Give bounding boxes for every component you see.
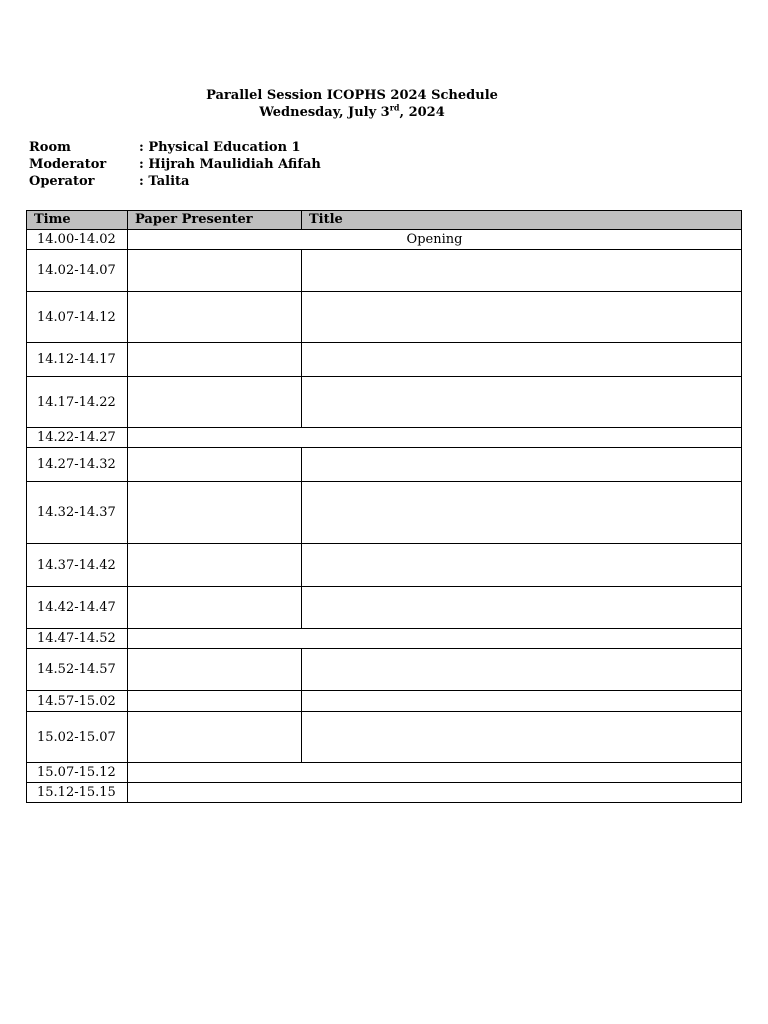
time-cell: 14.32-14.37 bbox=[27, 482, 128, 544]
table-row bbox=[27, 712, 742, 763]
info-value: : Physical Education 1 bbox=[139, 140, 301, 155]
presenter-cell bbox=[128, 544, 302, 587]
presenter-cell bbox=[128, 691, 302, 712]
merged-cell bbox=[128, 763, 742, 783]
time-cell: 14.52-14.57 bbox=[27, 649, 128, 691]
info-label: Operator bbox=[29, 174, 95, 189]
title-cell bbox=[302, 343, 742, 377]
title-cell bbox=[302, 482, 742, 544]
time-cell: 14.47-14.52 bbox=[27, 629, 128, 649]
title-cell bbox=[302, 250, 742, 292]
table-row bbox=[27, 448, 742, 482]
presenter-cell bbox=[128, 649, 302, 691]
table-row bbox=[27, 629, 742, 649]
table-row bbox=[27, 691, 742, 712]
date-suffix: rd bbox=[389, 102, 400, 113]
title-cell bbox=[302, 587, 742, 629]
table-row bbox=[27, 343, 742, 377]
title-cell bbox=[302, 544, 742, 587]
info-room bbox=[29, 139, 321, 156]
date-year: , 2024 bbox=[399, 105, 445, 120]
presenter-cell bbox=[128, 250, 302, 292]
merged-cell bbox=[128, 629, 742, 649]
time-cell: 15.02-15.07 bbox=[27, 712, 128, 763]
table-row bbox=[27, 428, 742, 448]
title-cell bbox=[302, 712, 742, 763]
time-cell: 14.12-14.17 bbox=[27, 343, 128, 377]
presenter-cell bbox=[128, 482, 302, 544]
table-row bbox=[27, 377, 742, 428]
info-label: Room bbox=[29, 140, 71, 155]
info-operator bbox=[29, 173, 321, 190]
table-row bbox=[27, 649, 742, 691]
schedule-title: Parallel Session ICOPHS 2024 Schedule bbox=[206, 88, 498, 103]
presenter-cell bbox=[128, 712, 302, 763]
table-row bbox=[27, 587, 742, 629]
table-row bbox=[27, 482, 742, 544]
presenter-cell bbox=[128, 587, 302, 629]
title-cell bbox=[302, 691, 742, 712]
column-header-title: Title bbox=[302, 211, 742, 230]
time-cell: 14.07-14.12 bbox=[27, 292, 128, 343]
time-cell: 14.27-14.32 bbox=[27, 448, 128, 482]
title-cell bbox=[302, 292, 742, 343]
date-prefix: Wednesday, July 3 bbox=[259, 105, 390, 120]
column-header-time: Time bbox=[27, 211, 128, 230]
time-cell: 15.12-15.15 bbox=[27, 783, 128, 803]
table-row bbox=[27, 230, 742, 250]
merged-cell bbox=[128, 428, 742, 448]
time-cell: 14.42-14.47 bbox=[27, 587, 128, 629]
table-row bbox=[27, 250, 742, 292]
time-cell: 14.57-15.02 bbox=[27, 691, 128, 712]
session-info bbox=[29, 139, 321, 190]
document-header bbox=[0, 87, 704, 121]
column-header-presenter: Paper Presenter bbox=[128, 211, 302, 230]
presenter-cell bbox=[128, 448, 302, 482]
time-cell: 14.22-14.27 bbox=[27, 428, 128, 448]
info-value: : Hijrah Maulidiah Afifah bbox=[139, 157, 321, 172]
title-cell bbox=[302, 448, 742, 482]
schedule-table bbox=[26, 210, 742, 803]
time-cell: 14.02-14.07 bbox=[27, 250, 128, 292]
table-row bbox=[27, 763, 742, 783]
table-row bbox=[27, 292, 742, 343]
time-cell: 14.00-14.02 bbox=[27, 230, 128, 250]
info-label: Moderator bbox=[29, 157, 107, 172]
time-cell: 14.37-14.42 bbox=[27, 544, 128, 587]
table-header-row bbox=[27, 211, 742, 230]
presenter-cell bbox=[128, 292, 302, 343]
merged-cell: Opening bbox=[128, 230, 742, 250]
table-row bbox=[27, 783, 742, 803]
info-moderator bbox=[29, 156, 321, 173]
time-cell: 14.17-14.22 bbox=[27, 377, 128, 428]
title-cell bbox=[302, 649, 742, 691]
table-row bbox=[27, 544, 742, 587]
info-value: : Talita bbox=[139, 174, 190, 189]
schedule-date bbox=[0, 104, 704, 121]
merged-cell bbox=[128, 783, 742, 803]
presenter-cell bbox=[128, 343, 302, 377]
presenter-cell bbox=[128, 377, 302, 428]
time-cell: 15.07-15.12 bbox=[27, 763, 128, 783]
title-cell bbox=[302, 377, 742, 428]
